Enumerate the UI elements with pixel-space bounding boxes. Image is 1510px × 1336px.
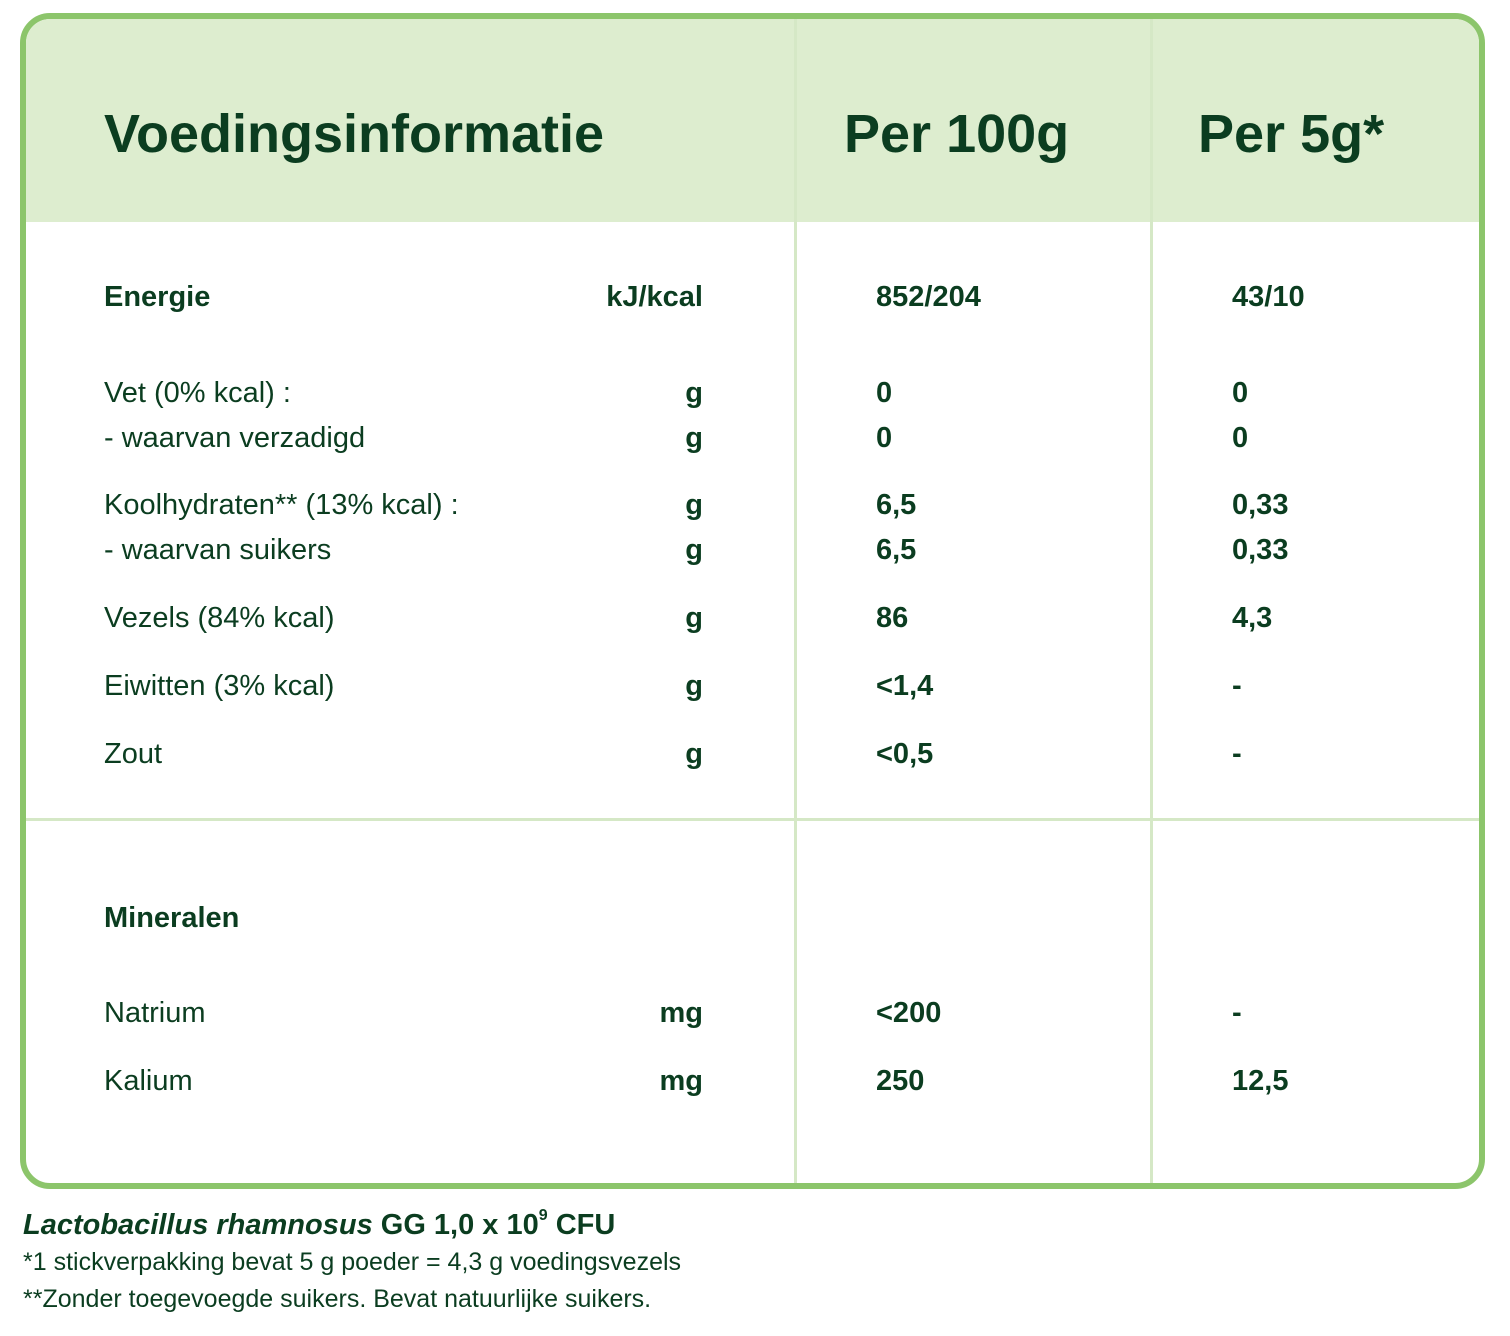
table-title: Voedingsinformatie: [104, 104, 605, 164]
row-unit: g: [685, 489, 703, 521]
strain-unit: CFU: [547, 1209, 616, 1241]
row-value-per-5g: -: [1232, 670, 1242, 702]
row-value-per-5g: 0: [1232, 422, 1249, 454]
table-row: [26, 373, 1479, 413]
row-value-per-100g: 6,5: [876, 534, 917, 566]
row-label: Eiwitten (3% kcal): [104, 670, 335, 702]
row-value-per-100g: 6,5: [876, 489, 917, 521]
table-row: [26, 530, 1479, 570]
row-value-per-5g: 43/10: [1232, 281, 1305, 313]
row-unit: g: [685, 422, 703, 454]
row-value-per-100g: 0: [876, 422, 893, 454]
row-label: Kalium: [104, 1065, 193, 1097]
row-value-per-5g: 12,5: [1232, 1065, 1289, 1097]
column-header-per-5g: Per 5g*: [1198, 104, 1385, 164]
table-row: [26, 734, 1479, 774]
nutrition-table: [20, 13, 1485, 1189]
row-value-per-5g: 0: [1232, 377, 1249, 409]
row-label: Vet (0% kcal) :: [104, 377, 291, 409]
strain-count: GG 1,0 x 10: [372, 1209, 539, 1241]
row-unit: g: [685, 377, 703, 409]
row-unit: mg: [659, 1065, 703, 1097]
section-divider: [26, 818, 1479, 821]
row-value-per-100g: 0: [876, 377, 893, 409]
row-value-per-100g: 86: [876, 602, 909, 634]
row-label: Natrium: [104, 997, 206, 1029]
row-unit: mg: [659, 997, 703, 1029]
row-unit: g: [685, 602, 703, 634]
row-value-per-5g: -: [1232, 738, 1242, 770]
row-unit: kJ/kcal: [606, 281, 703, 313]
row-value-per-5g: 0,33: [1232, 534, 1289, 566]
row-value-per-100g: 852/204: [876, 281, 981, 313]
row-unit: g: [685, 670, 703, 702]
row-value-per-100g: 250: [876, 1065, 925, 1097]
footnote-2: **Zonder toegevoegde suikers. Bevat natuurlijke suikers.: [23, 1285, 652, 1313]
row-value-per-5g: -: [1232, 997, 1242, 1029]
probiotic-strain-line: [23, 1207, 615, 1242]
row-unit: g: [685, 534, 703, 566]
table-row: [26, 485, 1479, 525]
row-label: Zout: [104, 738, 163, 770]
row-value-per-100g: <0,5: [876, 738, 934, 770]
row-label: Koolhydraten** (13% kcal) :: [104, 489, 459, 521]
column-header-per-100g: Per 100g: [844, 104, 1070, 164]
table-row: [26, 1061, 1479, 1101]
row-value-per-5g: 4,3: [1232, 602, 1273, 634]
table-row: [26, 418, 1479, 458]
strain-name: Lactobacillus rhamnosus: [23, 1209, 373, 1241]
table-row: [26, 277, 1479, 317]
row-value-per-5g: 0,33: [1232, 489, 1289, 521]
row-label: - waarvan suikers: [104, 534, 332, 566]
row-label: Vezels (84% kcal): [104, 602, 335, 634]
row-unit: g: [685, 738, 703, 770]
minerals-heading: Mineralen: [104, 902, 240, 934]
table-row: [26, 598, 1479, 638]
minerals-heading-row: [26, 898, 1479, 938]
strain-exponent: 9: [538, 1207, 548, 1224]
row-label: Energie: [104, 281, 211, 313]
table-row: [26, 666, 1479, 706]
table-row: [26, 993, 1479, 1033]
row-label: - waarvan verzadigd: [104, 422, 366, 454]
footnote-1: *1 stickverpakking bevat 5 g poeder = 4,3 g voedingsvezels: [23, 1248, 682, 1276]
row-value-per-100g: <1,4: [876, 670, 934, 702]
row-value-per-100g: <200: [876, 997, 942, 1029]
